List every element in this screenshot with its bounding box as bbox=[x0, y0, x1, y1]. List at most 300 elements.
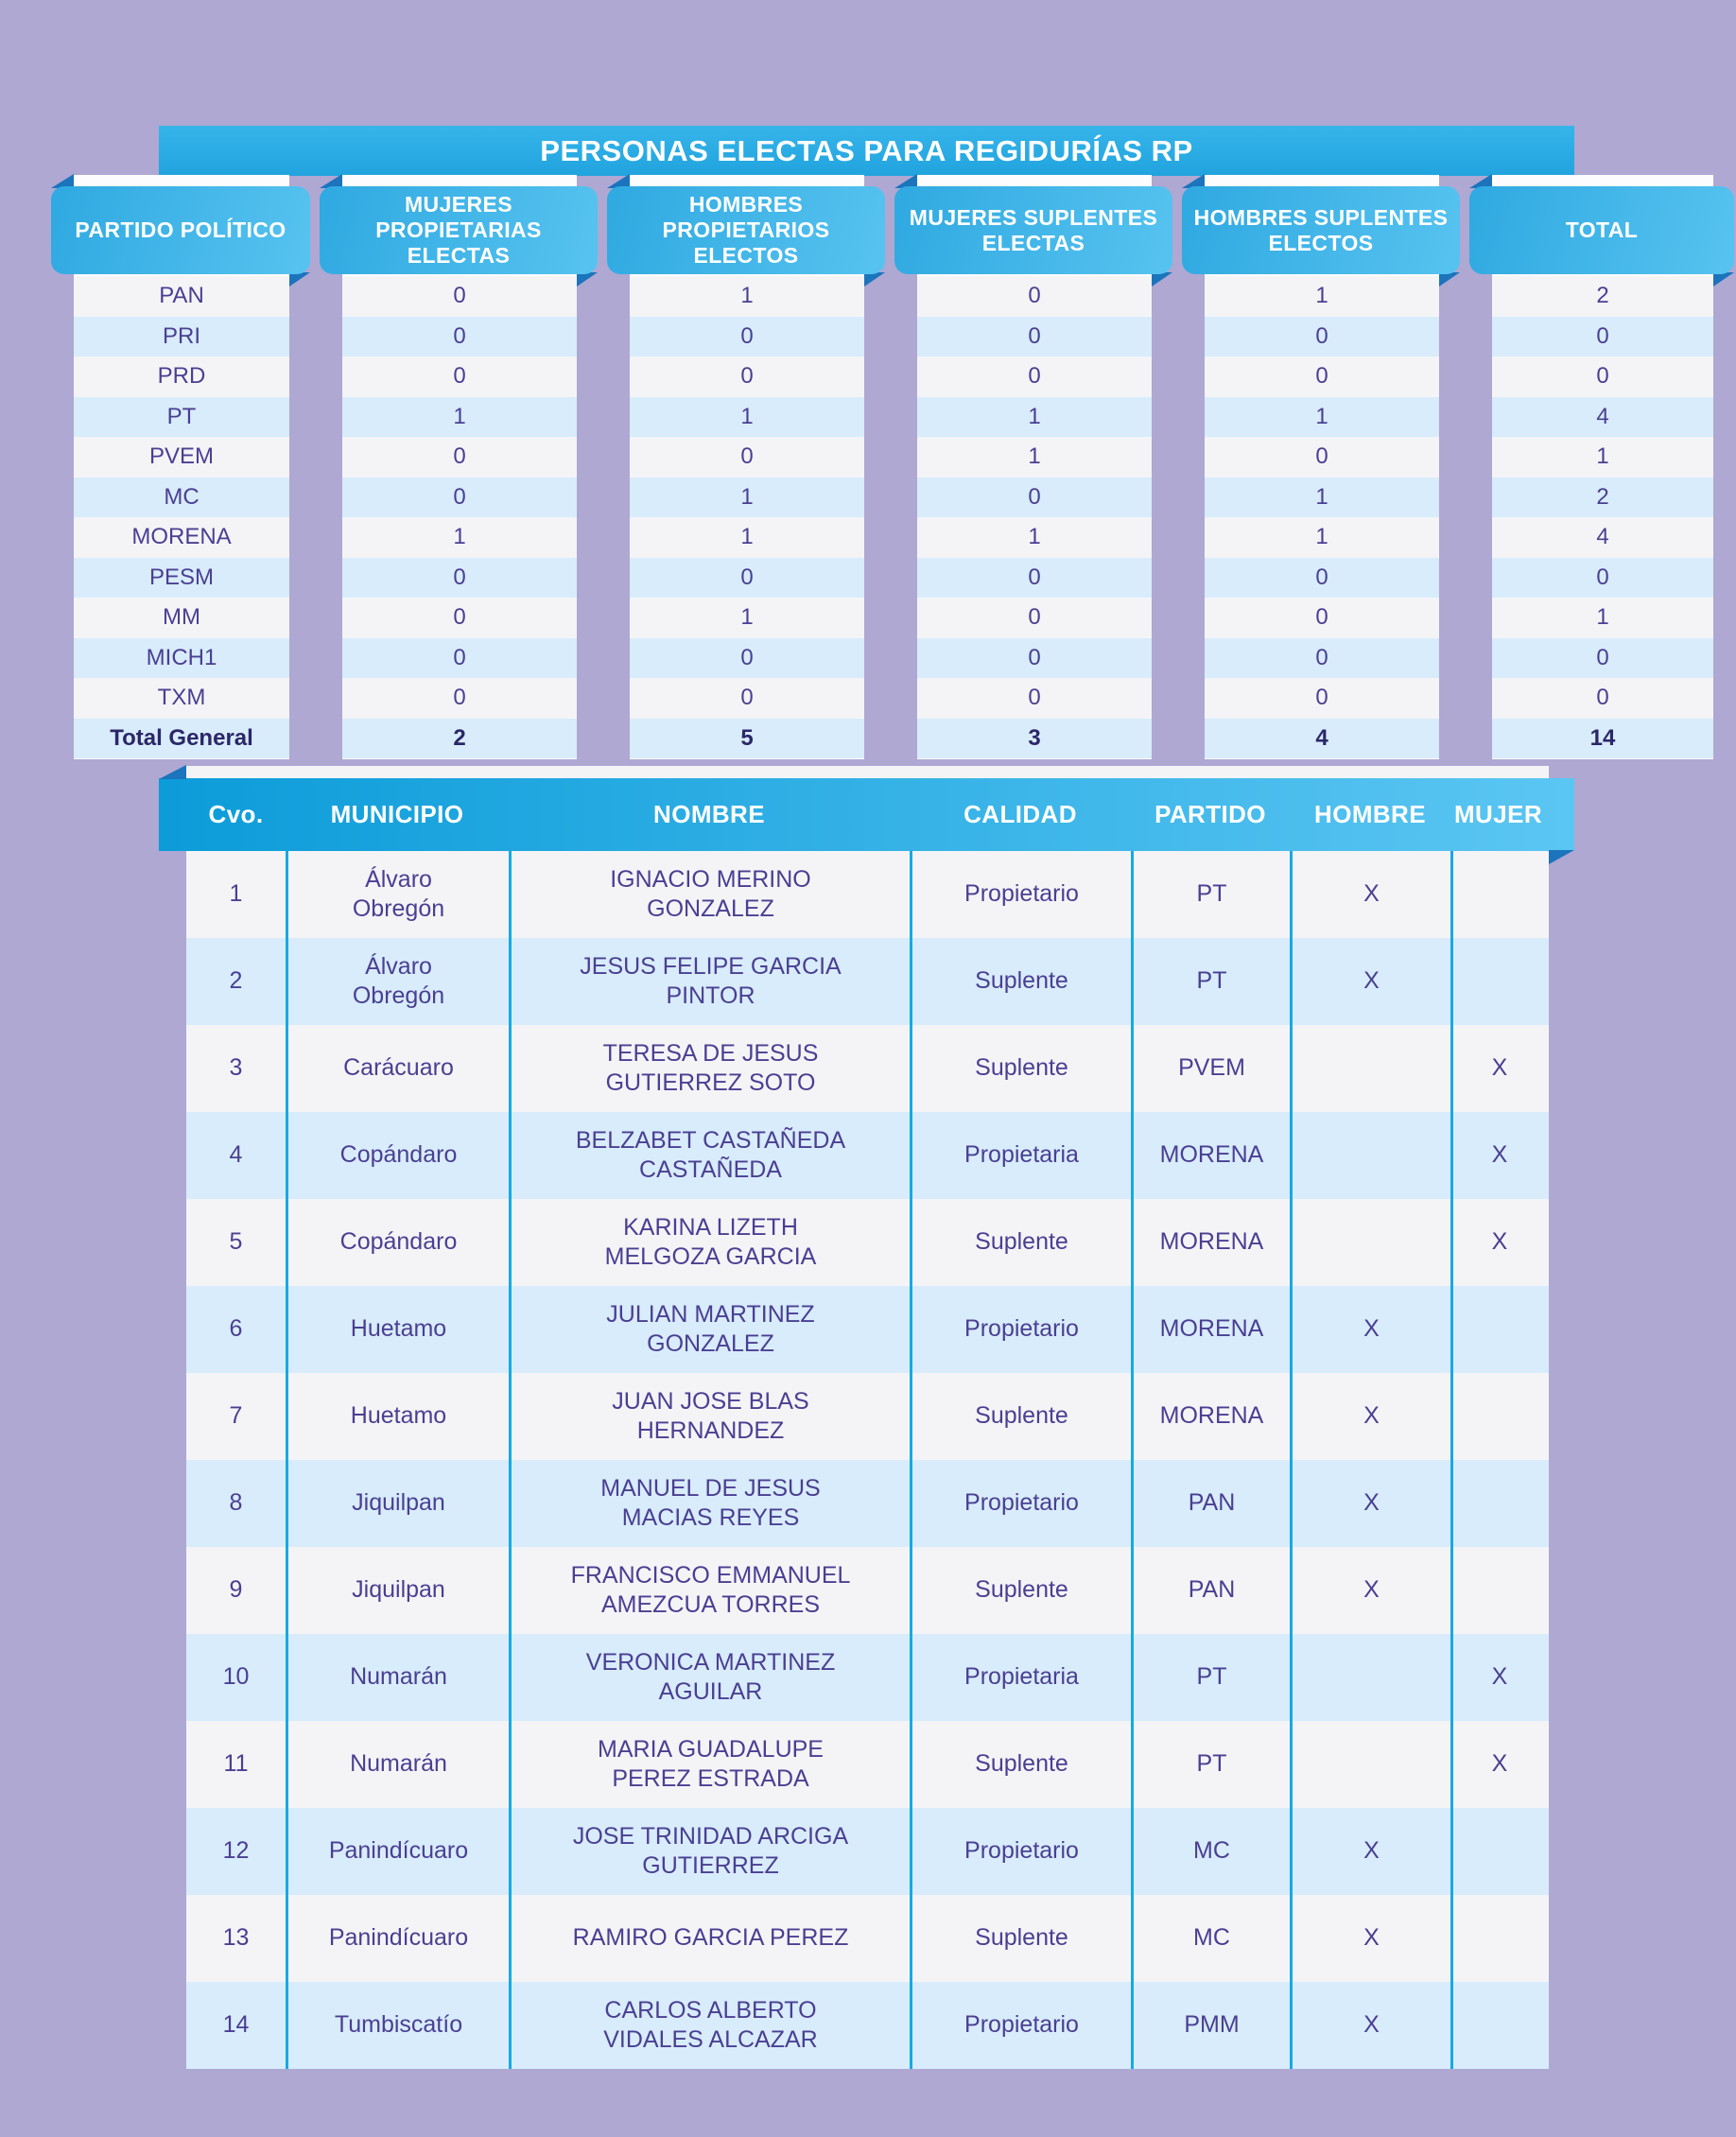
summary-cell bbox=[630, 598, 864, 638]
summary-cell bbox=[342, 719, 577, 759]
summary-cell-value: 1 bbox=[1596, 443, 1609, 470]
summary-cell-value: 0 bbox=[1596, 685, 1609, 711]
summary-cell-value: 0 bbox=[1028, 283, 1041, 309]
summary-column-cells bbox=[630, 276, 864, 758]
cell-partido: PT bbox=[1131, 938, 1290, 1025]
cell-partido: MORENA bbox=[1131, 1112, 1290, 1199]
summary-column-header-label: HOMBRES SUPLENTES ELECTOS bbox=[1193, 204, 1449, 255]
summary-cell bbox=[1492, 317, 1713, 357]
cell-partido: PVEM bbox=[1131, 1025, 1290, 1112]
summary-cell bbox=[74, 356, 289, 397]
summary-cell bbox=[1205, 558, 1439, 599]
summary-cell bbox=[1492, 638, 1713, 679]
summary-cell bbox=[1492, 517, 1713, 558]
summary-cell-value: MM bbox=[163, 604, 200, 631]
cell-nombre: FRANCISCO EMMANUEL AMEZCUA TORRES bbox=[509, 1547, 910, 1634]
summary-cell-value: PVEM bbox=[148, 443, 214, 470]
detail-header-label: PARTIDO bbox=[1154, 800, 1266, 828]
cell-cvo: 2 bbox=[229, 967, 243, 995]
summary-cell-value: 1 bbox=[453, 403, 466, 429]
summary-cell-value: 2 bbox=[453, 724, 466, 751]
summary-cell-value: 0 bbox=[740, 644, 754, 670]
cell-nombre: CARLOS ALBERTO VIDALES ALCAZAR bbox=[509, 1982, 910, 2069]
cell-municipio: Tumbiscatío bbox=[286, 1982, 509, 2069]
summary-cell bbox=[342, 276, 577, 317]
cell-cvo: 6 bbox=[229, 1315, 243, 1343]
cell-calidad: Propietaria bbox=[910, 1112, 1131, 1199]
detail-header-label: HOMBRE bbox=[1314, 800, 1426, 828]
cell-cvo: 3 bbox=[229, 1054, 243, 1082]
table-row bbox=[186, 1982, 1549, 2069]
cell-municipio: Huetamo bbox=[286, 1286, 509, 1373]
table-row bbox=[186, 1721, 1549, 1808]
summary-cell bbox=[342, 638, 577, 679]
summary-cell bbox=[74, 437, 289, 478]
summary-cell bbox=[74, 558, 289, 599]
summary-column-header-label: MUJERES PROPIETARIAS ELECTAS bbox=[375, 192, 542, 268]
summary-cell bbox=[342, 397, 577, 438]
cell-hombre-mark: X bbox=[1290, 1895, 1450, 1982]
summary-cell bbox=[1205, 356, 1439, 397]
summary-cell bbox=[1492, 678, 1713, 719]
cell-cvo: 5 bbox=[229, 1228, 243, 1256]
cell-partido: PAN bbox=[1131, 1460, 1290, 1547]
summary-cell-value: PESM bbox=[148, 564, 214, 590]
cell-calidad: Propietario bbox=[910, 1286, 1131, 1373]
summary-cell-value: 1 bbox=[1315, 483, 1328, 510]
summary-cell-value: 0 bbox=[1028, 685, 1041, 711]
cell-partido: MC bbox=[1131, 1808, 1290, 1895]
summary-cell bbox=[74, 517, 289, 558]
cell-nombre: IGNACIO MERINO GONZALEZ bbox=[509, 851, 910, 938]
table-row bbox=[186, 1895, 1549, 1982]
detail-header-cell bbox=[910, 800, 1131, 829]
cell-cvo: 8 bbox=[229, 1489, 243, 1517]
cell-cvo: 13 bbox=[222, 1924, 250, 1952]
ribbon-fold-right bbox=[289, 272, 310, 287]
summary-cell-value: 0 bbox=[1596, 363, 1609, 390]
summary-cell-value: Total General bbox=[110, 724, 253, 751]
summary-cell bbox=[917, 638, 1152, 679]
summary-cell-value: 0 bbox=[1315, 443, 1328, 470]
cell-municipio: Carácuaro bbox=[286, 1025, 509, 1112]
summary-cell-value: 1 bbox=[1315, 403, 1328, 429]
summary-cell-value: 1 bbox=[1028, 443, 1041, 470]
cell-mujer-mark: X bbox=[1450, 1721, 1546, 1808]
detail-header-cell bbox=[1131, 800, 1290, 829]
cell-hombre-mark: X bbox=[1290, 1373, 1450, 1460]
summary-cell bbox=[917, 517, 1152, 558]
summary-cell bbox=[1492, 276, 1713, 317]
summary-cell-value: 2 bbox=[1596, 483, 1609, 510]
summary-column-cells bbox=[74, 276, 289, 758]
summary-cell bbox=[630, 317, 864, 357]
ribbon-fold-right bbox=[864, 272, 885, 287]
table-row bbox=[186, 1808, 1549, 1895]
summary-cell bbox=[630, 719, 864, 759]
ribbon-fold-right bbox=[1549, 850, 1574, 864]
cell-mujer-mark bbox=[1450, 1547, 1546, 1634]
summary-cell bbox=[1205, 517, 1439, 558]
cell-calidad: Suplente bbox=[910, 938, 1131, 1025]
ribbon-fold-right bbox=[1713, 272, 1734, 287]
summary-cell-value: 1 bbox=[740, 403, 754, 429]
cell-mujer-mark: X bbox=[1450, 1634, 1546, 1721]
cell-nombre: MANUEL DE JESUS MACIAS REYES bbox=[509, 1460, 910, 1547]
summary-cell-value: MICH1 bbox=[146, 644, 217, 670]
summary-cell-value: 0 bbox=[1315, 564, 1328, 590]
summary-cell-value: 0 bbox=[1028, 363, 1041, 390]
cell-mujer-mark bbox=[1450, 938, 1546, 1025]
cell-nombre: JESUS FELIPE GARCIA PINTOR bbox=[509, 938, 910, 1025]
cell-hombre-mark: X bbox=[1290, 1286, 1450, 1373]
detail-table-rows bbox=[186, 851, 1549, 2069]
summary-cell bbox=[342, 317, 577, 357]
summary-column bbox=[630, 175, 864, 759]
cell-nombre: MARIA GUADALUPE PEREZ ESTRADA bbox=[509, 1721, 910, 1808]
cell-mujer-mark: X bbox=[1450, 1112, 1546, 1199]
summary-column bbox=[1492, 175, 1713, 759]
cell-cvo: 14 bbox=[222, 2011, 250, 2039]
summary-cell bbox=[342, 478, 577, 518]
cell-mujer-mark bbox=[1450, 1895, 1546, 1982]
cell-hombre-mark: X bbox=[1290, 1547, 1450, 1634]
cell-nombre: BELZABET CASTAÑEDA CASTAÑEDA bbox=[509, 1112, 910, 1199]
summary-column bbox=[74, 175, 289, 759]
summary-cell-value: 2 bbox=[1596, 283, 1609, 309]
summary-column-header bbox=[607, 186, 885, 274]
summary-cell bbox=[917, 437, 1152, 478]
cell-calidad: Propietario bbox=[910, 1982, 1131, 2069]
summary-cell bbox=[1492, 478, 1713, 518]
summary-cell bbox=[74, 276, 289, 317]
summary-column-cells bbox=[342, 276, 577, 758]
summary-cell bbox=[917, 276, 1152, 317]
ribbon-fold-right bbox=[1439, 272, 1460, 287]
cell-municipio: Copándaro bbox=[286, 1112, 509, 1199]
summary-cell bbox=[630, 276, 864, 317]
detail-header-cell bbox=[1450, 800, 1546, 829]
summary-cell-value: 0 bbox=[1028, 483, 1041, 510]
table-row bbox=[186, 1373, 1549, 1460]
cell-municipio: Jiquilpan bbox=[286, 1547, 509, 1634]
summary-cell-value: 3 bbox=[1028, 724, 1041, 751]
summary-cell-value: 0 bbox=[453, 685, 466, 711]
cell-municipio: Copándaro bbox=[286, 1199, 509, 1286]
cell-cvo: 9 bbox=[229, 1576, 243, 1604]
cell-hombre-mark: X bbox=[1290, 1982, 1450, 2069]
summary-cell bbox=[1205, 317, 1439, 357]
ribbon-fold-left bbox=[159, 765, 186, 779]
summary-cell bbox=[74, 598, 289, 638]
cell-nombre: TERESA DE JESUS GUTIERREZ SOTO bbox=[509, 1025, 910, 1112]
ribbon-fold-right bbox=[577, 272, 598, 287]
summary-cell bbox=[342, 678, 577, 719]
cell-hombre-mark bbox=[1290, 1634, 1450, 1721]
summary-cell-value: 0 bbox=[1596, 564, 1609, 590]
summary-cell bbox=[1492, 437, 1713, 478]
summary-cell-value: 1 bbox=[1028, 524, 1041, 550]
summary-cell bbox=[630, 678, 864, 719]
cell-cvo: 4 bbox=[229, 1141, 243, 1169]
cell-partido: MC bbox=[1131, 1895, 1290, 1982]
summary-cell bbox=[630, 558, 864, 599]
cell-cvo: 1 bbox=[229, 880, 243, 908]
cell-municipio: Numarán bbox=[286, 1721, 509, 1808]
summary-cell-value: 0 bbox=[1028, 604, 1041, 631]
cell-hombre-mark: X bbox=[1290, 1808, 1450, 1895]
summary-table bbox=[74, 175, 1713, 759]
summary-cell bbox=[74, 638, 289, 679]
summary-cell bbox=[630, 478, 864, 518]
summary-column-cells bbox=[917, 276, 1152, 758]
summary-cell-value: 0 bbox=[1315, 685, 1328, 711]
table-row bbox=[186, 851, 1549, 938]
cell-mujer-mark bbox=[1450, 1373, 1546, 1460]
cell-nombre: KARINA LIZETH MELGOZA GARCIA bbox=[509, 1199, 910, 1286]
detail-header-label: MUJER bbox=[1453, 800, 1542, 828]
summary-column-header-label: TOTAL bbox=[1565, 217, 1639, 243]
summary-column-header bbox=[51, 186, 310, 274]
cell-hombre-mark bbox=[1290, 1199, 1450, 1286]
cell-hombre-mark: X bbox=[1290, 851, 1450, 938]
cell-mujer-mark bbox=[1450, 1982, 1546, 2069]
summary-cell-value: 1 bbox=[740, 524, 754, 550]
detail-header-cell bbox=[186, 800, 286, 829]
cell-mujer-mark bbox=[1450, 1808, 1546, 1895]
summary-cell-value: 0 bbox=[1596, 644, 1609, 670]
summary-column-header bbox=[1182, 186, 1460, 274]
cell-calidad: Propietario bbox=[910, 851, 1131, 938]
cell-hombre-mark bbox=[1290, 1025, 1450, 1112]
summary-cell-value: 0 bbox=[453, 363, 466, 390]
summary-column-cells bbox=[1492, 276, 1713, 758]
summary-cell-value: 0 bbox=[453, 604, 466, 631]
cell-calidad: Propietaria bbox=[910, 1634, 1131, 1721]
summary-cell bbox=[1205, 719, 1439, 759]
cell-partido: MORENA bbox=[1131, 1286, 1290, 1373]
summary-cell bbox=[74, 678, 289, 719]
detail-header-bar bbox=[159, 778, 1574, 851]
summary-cell-value: 4 bbox=[1596, 403, 1609, 429]
summary-cell-value: 0 bbox=[453, 483, 466, 510]
summary-cell-value: TXM bbox=[157, 685, 206, 711]
cell-municipio: Álvaro Obregón bbox=[286, 938, 509, 1025]
summary-cell-value: PRI bbox=[162, 322, 200, 349]
summary-cell-value: 0 bbox=[453, 322, 466, 349]
cell-mujer-mark: X bbox=[1450, 1025, 1546, 1112]
cell-cvo: 10 bbox=[222, 1663, 250, 1691]
summary-cell-value: PRD bbox=[157, 363, 206, 390]
summary-column-header-label: MUJERES SUPLENTES ELECTAS bbox=[909, 204, 1158, 255]
detail-header-label: MUNICIPIO bbox=[330, 800, 464, 828]
cell-hombre-mark: X bbox=[1290, 938, 1450, 1025]
detail-header-cell bbox=[286, 800, 509, 829]
cell-partido: MORENA bbox=[1131, 1199, 1290, 1286]
summary-cell bbox=[74, 397, 289, 438]
summary-cell bbox=[1492, 719, 1713, 759]
summary-cell-value: 0 bbox=[1596, 322, 1609, 349]
summary-cell bbox=[917, 317, 1152, 357]
summary-cell-value: PT bbox=[166, 403, 197, 429]
table-row bbox=[186, 1112, 1549, 1199]
summary-cell bbox=[630, 397, 864, 438]
summary-cell-value: 0 bbox=[1028, 322, 1041, 349]
summary-cell bbox=[74, 478, 289, 518]
summary-column-header bbox=[894, 186, 1172, 274]
summary-cell bbox=[1492, 558, 1713, 599]
summary-cell-value: 1 bbox=[1315, 283, 1328, 309]
summary-cell-value: 0 bbox=[740, 322, 754, 349]
cell-nombre: VERONICA MARTINEZ AGUILAR bbox=[509, 1634, 910, 1721]
cell-partido: PT bbox=[1131, 1721, 1290, 1808]
cell-calidad: Suplente bbox=[910, 1721, 1131, 1808]
summary-column bbox=[909, 175, 1158, 759]
summary-cell bbox=[630, 356, 864, 397]
summary-cell-value: 0 bbox=[740, 685, 754, 711]
table-row bbox=[186, 938, 1549, 1025]
detail-header-label: CALIDAD bbox=[963, 800, 1077, 828]
cell-municipio: Álvaro Obregón bbox=[286, 851, 509, 938]
summary-cell bbox=[1205, 276, 1439, 317]
page-title: PERSONAS ELECTAS PARA REGIDURÍAS RP bbox=[540, 133, 1193, 167]
cell-hombre-mark bbox=[1290, 1112, 1450, 1199]
summary-cell bbox=[74, 317, 289, 357]
summary-cell-value: 0 bbox=[453, 443, 466, 470]
summary-cell bbox=[1205, 678, 1439, 719]
summary-cell bbox=[917, 356, 1152, 397]
summary-cell-value: MC bbox=[164, 483, 200, 510]
summary-cell-value: 1 bbox=[453, 524, 466, 550]
summary-cell bbox=[1492, 598, 1713, 638]
table-row bbox=[186, 1025, 1549, 1112]
summary-cell bbox=[1205, 437, 1439, 478]
summary-cell bbox=[917, 558, 1152, 599]
summary-cell-value: 1 bbox=[1028, 403, 1041, 429]
summary-cell bbox=[342, 558, 577, 599]
summary-cell-value: 4 bbox=[1596, 524, 1609, 550]
cell-municipio: Jiquilpan bbox=[286, 1460, 509, 1547]
summary-cell bbox=[1205, 397, 1439, 438]
table-row bbox=[186, 1547, 1549, 1634]
cell-mujer-mark: X bbox=[1450, 1199, 1546, 1286]
title-bar bbox=[159, 126, 1574, 176]
summary-cell-value: 0 bbox=[740, 564, 754, 590]
table-row bbox=[186, 1286, 1549, 1373]
summary-column-header-label: PARTIDO POLÍTICO bbox=[75, 217, 286, 243]
summary-cell bbox=[1205, 478, 1439, 518]
summary-cell bbox=[1492, 356, 1713, 397]
summary-cell bbox=[630, 638, 864, 679]
summary-cell bbox=[917, 719, 1152, 759]
summary-cell bbox=[917, 598, 1152, 638]
summary-column-cells bbox=[1205, 276, 1439, 758]
cell-partido: MORENA bbox=[1131, 1373, 1290, 1460]
summary-cell bbox=[342, 356, 577, 397]
summary-cell-value: MORENA bbox=[131, 524, 232, 550]
cell-mujer-mark bbox=[1450, 1460, 1546, 1547]
summary-cell-value: 1 bbox=[740, 483, 754, 510]
cell-partido: PT bbox=[1131, 1634, 1290, 1721]
ribbon-fold-right bbox=[1152, 272, 1172, 287]
cell-calidad: Suplente bbox=[910, 1025, 1131, 1112]
cell-calidad: Propietario bbox=[910, 1808, 1131, 1895]
summary-cell-value: 5 bbox=[740, 724, 754, 751]
cell-mujer-mark bbox=[1450, 851, 1546, 938]
cell-partido: PAN bbox=[1131, 1547, 1290, 1634]
cell-nombre: JULIAN MARTINEZ GONZALEZ bbox=[509, 1286, 910, 1373]
summary-cell-value: 4 bbox=[1315, 724, 1328, 751]
summary-cell bbox=[1205, 638, 1439, 679]
summary-cell bbox=[630, 437, 864, 478]
cell-calidad: Suplente bbox=[910, 1373, 1131, 1460]
cell-municipio: Huetamo bbox=[286, 1373, 509, 1460]
cell-calidad: Suplente bbox=[910, 1547, 1131, 1634]
summary-cell-value: 1 bbox=[1315, 524, 1328, 550]
cell-nombre: JOSE TRINIDAD ARCIGA GUTIERREZ bbox=[509, 1808, 910, 1895]
summary-cell-value: 0 bbox=[740, 443, 754, 470]
summary-column-header-label: HOMBRES PROPIETARIOS ELECTOS bbox=[662, 192, 830, 268]
table-row bbox=[186, 1460, 1549, 1547]
table-row bbox=[186, 1199, 1549, 1286]
cell-municipio: Numarán bbox=[286, 1634, 509, 1721]
detail-table bbox=[186, 766, 1549, 2069]
summary-column-header bbox=[320, 186, 598, 274]
summary-cell-value: 0 bbox=[453, 564, 466, 590]
summary-cell-value: 0 bbox=[1028, 644, 1041, 670]
summary-cell-value: 1 bbox=[740, 283, 754, 309]
summary-cell-value: 0 bbox=[1315, 644, 1328, 670]
summary-cell-value: 1 bbox=[740, 604, 754, 631]
summary-column bbox=[342, 175, 577, 759]
summary-column bbox=[1193, 175, 1449, 759]
summary-cell bbox=[342, 598, 577, 638]
summary-cell bbox=[1205, 598, 1439, 638]
summary-cell bbox=[917, 478, 1152, 518]
cell-calidad: Propietario bbox=[910, 1460, 1131, 1547]
summary-cell-value: 0 bbox=[1315, 322, 1328, 349]
summary-cell-value: 0 bbox=[740, 363, 754, 390]
table-row bbox=[186, 1634, 1549, 1721]
summary-cell-value: 14 bbox=[1589, 724, 1616, 751]
summary-cell-value: 0 bbox=[1315, 604, 1328, 631]
summary-cell-value: 0 bbox=[1028, 564, 1041, 590]
summary-cell-value: 0 bbox=[1315, 363, 1328, 390]
cell-nombre: JUAN JOSE BLAS HERNANDEZ bbox=[509, 1373, 910, 1460]
cell-hombre-mark bbox=[1290, 1721, 1450, 1808]
cell-calidad: Suplente bbox=[910, 1895, 1131, 1982]
summary-cell bbox=[917, 678, 1152, 719]
summary-cell-value: PAN bbox=[159, 283, 204, 309]
summary-cell bbox=[917, 397, 1152, 438]
cell-partido: PT bbox=[1131, 851, 1290, 938]
summary-cell bbox=[74, 719, 289, 759]
summary-cell bbox=[630, 517, 864, 558]
summary-cell-value: 0 bbox=[453, 283, 466, 309]
summary-cell bbox=[342, 437, 577, 478]
cell-municipio: Panindícuaro bbox=[286, 1895, 509, 1982]
summary-cell-value: 1 bbox=[1596, 604, 1609, 631]
cell-calidad: Suplente bbox=[910, 1199, 1131, 1286]
cell-cvo: 7 bbox=[229, 1402, 243, 1430]
detail-header-cell bbox=[1290, 800, 1450, 829]
cell-cvo: 11 bbox=[223, 1750, 249, 1778]
cell-mujer-mark bbox=[1450, 1286, 1546, 1373]
cell-municipio: Panindícuaro bbox=[286, 1808, 509, 1895]
detail-header-label: Cvo. bbox=[208, 800, 264, 828]
summary-cell bbox=[342, 517, 577, 558]
cell-cvo: 12 bbox=[222, 1837, 250, 1865]
